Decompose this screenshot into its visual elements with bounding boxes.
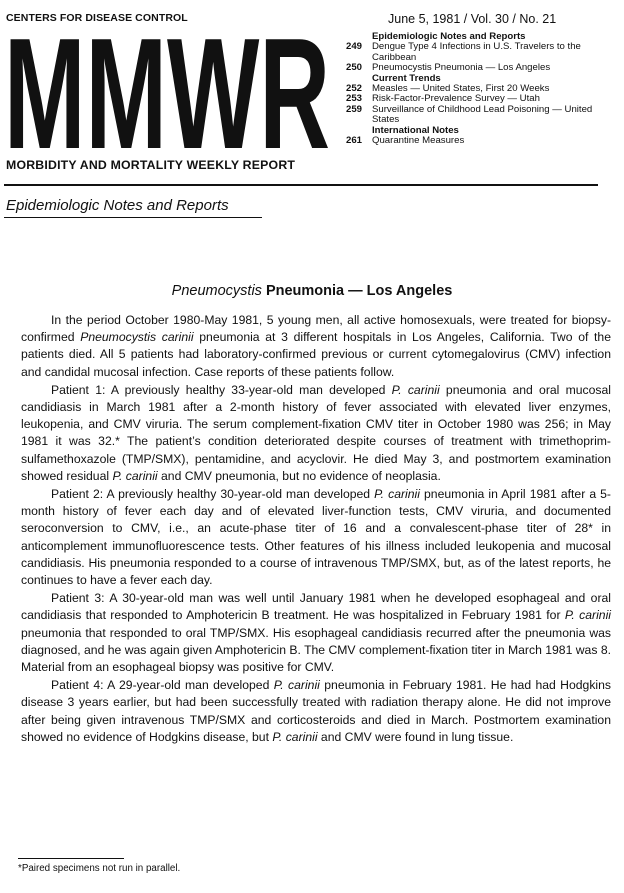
text-run: Patient 4: A 29-year-old man developed bbox=[51, 678, 274, 693]
article-paragraph bbox=[21, 382, 611, 485]
italic-text: P. carinii bbox=[564, 608, 611, 623]
article-title-organism: Pneumocystis bbox=[171, 283, 262, 299]
toc-entry-title: Pneumocystis Pneumonia — Los Angeles bbox=[372, 62, 551, 74]
toc-entry-title: Dengue Type 4 Infections in U.S. Travelers to the Caribbean bbox=[372, 41, 581, 63]
toc-entry[interactable] bbox=[332, 136, 602, 146]
text-run: Patient 2: A previously healthy 30-year-old man developed bbox=[51, 487, 375, 502]
article-title-rest: Pneumonia — Los Angeles bbox=[265, 283, 453, 299]
article-paragraph bbox=[21, 486, 611, 589]
toc-page-number: 259 bbox=[345, 103, 362, 115]
italic-text: P. carinii bbox=[272, 729, 318, 744]
issue-line: June 5, 1981 / Vol. 30 / No. 21 bbox=[388, 12, 557, 26]
article-paragraph bbox=[21, 590, 611, 676]
mmwr-logo bbox=[4, 32, 334, 156]
toc-section-heading: International Notes bbox=[372, 124, 459, 136]
header-rule bbox=[4, 184, 598, 186]
italic-text: P. carinii bbox=[374, 487, 420, 502]
section-heading: Epidemiologic Notes and Reports bbox=[6, 197, 229, 214]
toc-page-number: 253 bbox=[345, 93, 362, 105]
article-paragraph bbox=[21, 677, 611, 746]
toc-entry-title: Risk-Factor-Prevalence Survey — Utah bbox=[372, 93, 540, 105]
toc-page-number: 252 bbox=[345, 83, 362, 95]
text-run: Patient 1: A previously healthy 33-year-old man developed bbox=[51, 382, 392, 397]
footnote: *Paired specimens not run in parallel. bbox=[18, 863, 181, 874]
toc-entry-title: Quarantine Measures bbox=[372, 135, 465, 147]
agency-name: CENTERS FOR DISEASE CONTROL bbox=[6, 12, 188, 24]
text-run: pneumonia and oral mucosal candidiasis in March 1981 after a 2-month history of fever associated with elevated liver enzymes, leukopenia, and CMV viruria. The serum complement-fixation CMV titer in October 1980 was 256; in May 1981 it was 32.* The patient’s condition deteriorated despite courses of treatment with trimethoprim-sulfamethoxazole (TMP/SMX), pentamidine, and acyclovir. He died May 3, and postmortem examination showed residual bbox=[21, 382, 612, 483]
mmwr-logo-text: MMWR bbox=[4, 32, 330, 156]
article-body bbox=[21, 312, 611, 746]
publication-subtitle: MORBIDITY AND MORTALITY WEEKLY REPORT bbox=[6, 158, 296, 172]
footnote-rule bbox=[18, 858, 124, 859]
toc-entry-title: Measles — United States, First 20 Weeks bbox=[372, 83, 550, 95]
text-run: In the period October 1980-May 1981, 5 young men, all active homosexuals, were treated for biopsy-confirmed bbox=[21, 313, 611, 345]
article-paragraph bbox=[21, 312, 611, 381]
toc-page-number: 250 bbox=[345, 62, 362, 74]
text-run: and CMV pneumonia, but no evidence of neoplasia. bbox=[157, 468, 441, 483]
toc-entry[interactable] bbox=[332, 105, 602, 126]
italic-text: Pneumocystis carinii bbox=[80, 330, 194, 345]
toc-entry-title: Surveillance of Childhood Lead Poisoning — United States bbox=[372, 103, 593, 126]
text-run: pneumonia in February 1981. He had had Hodgkins disease 3 years earlier, but had been successfully treated with radiation therapy alone. He did not improve after being given intravenous TMP/SMX and corticosteroids and died in March. Postmortem examination showed no evidence of Hodgkins disease, but bbox=[21, 678, 611, 744]
italic-text: P. carinii bbox=[112, 468, 158, 483]
table-of-contents bbox=[332, 32, 602, 146]
italic-text: P. carinii bbox=[273, 678, 320, 693]
text-run: pneumonia at 3 different hospitals in Los Angeles, California. Two of the patients died. All 5 patients had laboratory-confirmed previous or current cytomegalovirus (CMV) infection and candidal mucosal infection. Case reports of these patients follow. bbox=[21, 330, 611, 379]
toc-page-number: 261 bbox=[345, 135, 362, 147]
section-rule bbox=[4, 217, 262, 218]
text-run: pneumonia in April 1981 after a 5-month history of fever each day and of elevated liver-function tests, CMV viruria, and documented seroconversion to CMV, i.e., an acute-phase titer of 16 and a convalescent-phase titer of 28* in anticomplement immunofluorescence tests. Other features of his illness included leukopenia and mucosal candidiasis. His pneumonia responded to a course of intravenous TMP/SMX, but, as of the latest reports, he continues to have a fever each day. bbox=[21, 487, 611, 588]
toc-section-heading: Epidemiologic Notes and Reports bbox=[372, 31, 526, 42]
text-run: pneumonia that responded to oral TMP/SMX. His esophageal candidiasis recurred after the pneumonia was diagnosed, and he was again given Amphotericin B. The CMV complement-fixation titer in March 1981 was 8. Material from an esophageal biopsy was positive for CMV. bbox=[21, 625, 611, 675]
toc-page-number: 249 bbox=[345, 41, 362, 53]
toc-section-heading: Current Trends bbox=[372, 72, 441, 84]
italic-text: P. carinii bbox=[391, 382, 440, 397]
text-run: and CMV were found in lung tissue. bbox=[317, 729, 514, 744]
text-run: Patient 3: A 30-year-old man was well until January 1981 when he developed esophageal and oral candidiasis that responded to Amphotericin B treatment. He was hospitalized in February 1981 for bbox=[21, 591, 611, 623]
toc-entry[interactable] bbox=[332, 42, 602, 63]
article-title bbox=[0, 283, 624, 299]
